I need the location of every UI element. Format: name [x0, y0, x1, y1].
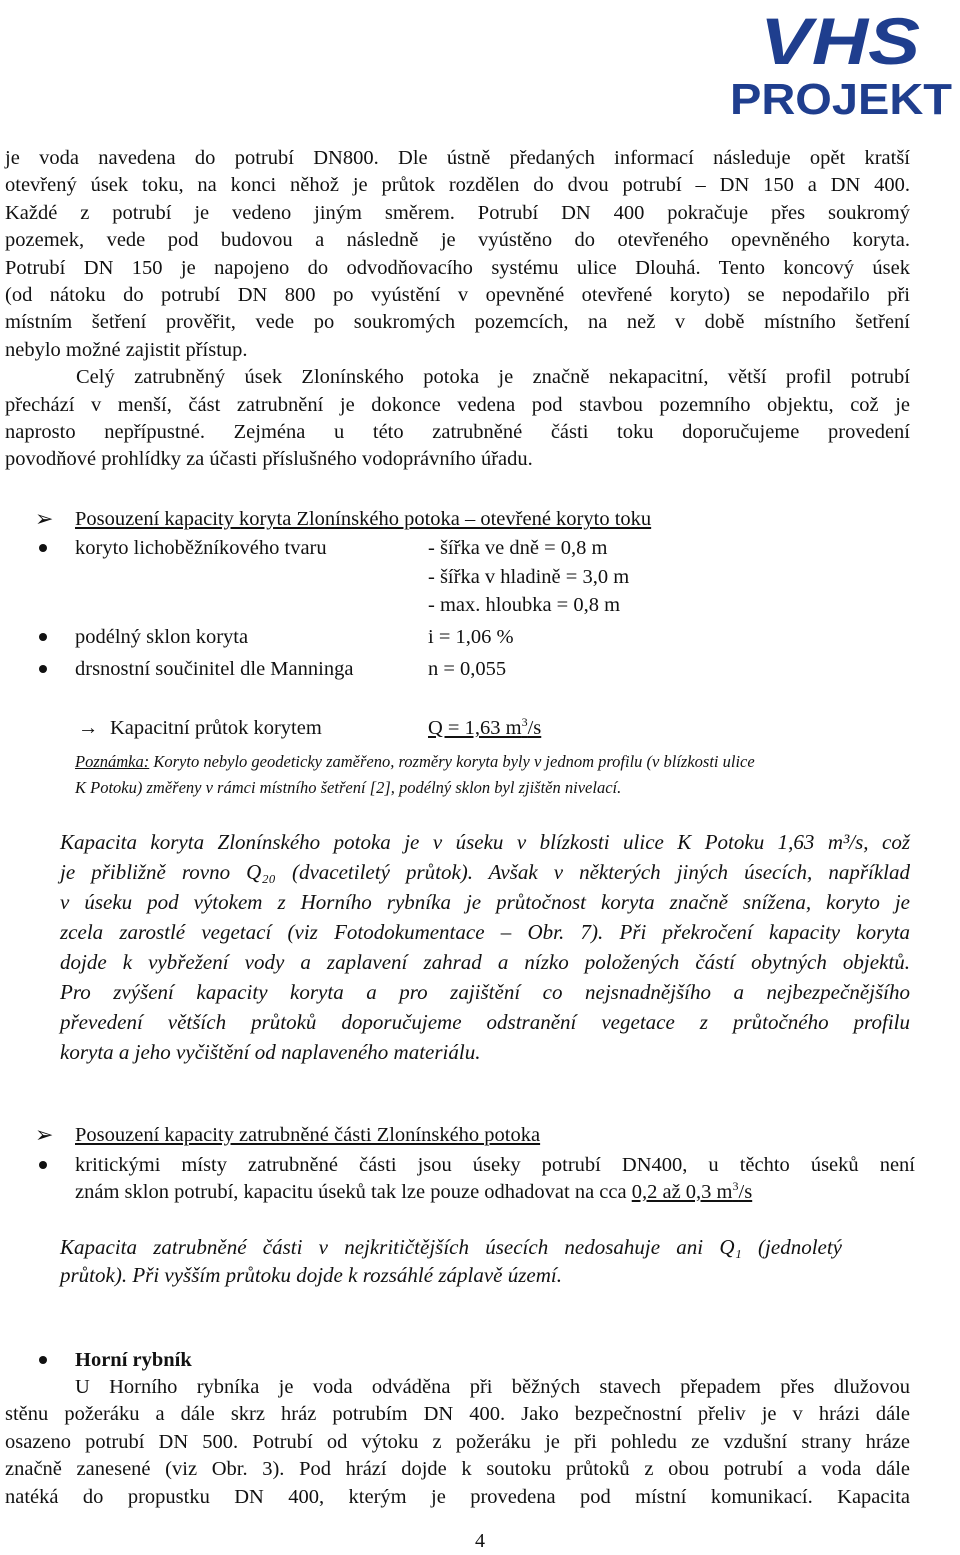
text-line: průtok). Při vyšším průtoku dojde k rozsáhlé záplavě území. — [60, 1263, 562, 1287]
piped-conclusion — [60, 1233, 910, 1289]
text-line: natéká do propustku DN 400, kterým je provedena pod místní komunikací. Kapacita — [5, 1485, 910, 1508]
text-line: převedení větších průtoků doporučujeme odstranění vegetace z průtočného profilu — [60, 1010, 910, 1034]
item-text: kritickými místy zatrubněné části jsou úseky potrubí DN400, u těchto úseků není — [75, 1154, 915, 1176]
text-line: Kapacita zatrubněné části v nejkritičtějších úsecích nedosahuje ani Q₁ (jednoletý — [60, 1235, 842, 1259]
item-text — [75, 1178, 752, 1206]
text-line: je voda navedena do potrubí DN800. Dle ústně předaných informací následuje opět kratší — [5, 147, 910, 169]
upper-pond-text — [5, 1374, 910, 1511]
text-line: nebylo možné zajistit přístup. — [5, 338, 248, 361]
item-value: i = 1,06 % — [428, 626, 514, 648]
note-label: Poznámka: — [75, 752, 150, 771]
text-line: povodňové prohlídky za účasti příslušného vodoprávního úřadu. — [5, 448, 533, 471]
item-value: - šířka v hladině = 3,0 m — [428, 566, 630, 588]
result-value-text: Q = 1,63 m — [428, 717, 522, 739]
page-number: 4 — [475, 1530, 485, 1552]
text-line: naprosto nepřípustné. Zejména u této zatrubněné části toku doporučujeme provedení — [5, 421, 910, 444]
bullet-icon — [39, 633, 47, 641]
text-line: Celý zatrubněný úsek Zlonínského potoka je značně nekapacitní, větší profil potrubí — [76, 366, 910, 389]
open-channel-conclusion — [60, 827, 910, 1067]
item-label: koryto lichoběžníkového tvaru — [75, 537, 327, 559]
text-line: U Horního rybníka je voda odváděna při běžných stavech přepadem přes dlužovou — [75, 1376, 910, 1398]
vhs-projekt-logo — [728, 4, 954, 118]
text-line: Potrubí DN 150 je napojeno do odvodňovacího systému ulice Dlouhá. Tento koncový úsek — [5, 256, 910, 279]
intro-paragraph-2 — [5, 364, 910, 474]
item-value: n = 0,055 — [428, 658, 507, 680]
text-line: otevřený úsek toku, na konci něhož je průtok rozdělen do dvou potrubí – DN 150 a DN 400. — [5, 174, 910, 197]
result-label: Kapacitní průtok korytem — [110, 717, 322, 739]
result-value — [428, 714, 541, 742]
text-line: v úseku pod výtokem z Horního rybníka je průtočnost koryta značně snížena, koryto je — [60, 890, 910, 914]
result-value-sup: 3 — [521, 715, 528, 730]
text-line: Kapacita koryta Zlonínského potoka je v úseku v blízkosti ulice K Potoku 1,63 m³/s, což — [60, 830, 910, 854]
bullet-icon — [39, 544, 47, 552]
text-line: dojde k vybřežení vody a zaplavení zahrad a nízko položených částí obytných objektů. — [60, 950, 910, 974]
intro-paragraph-1 — [5, 145, 910, 364]
arrow-bullet-icon: ➢ — [35, 506, 54, 531]
text-line: (od nátoku do potrubí DN 800 po vyústění v opevněné otevřené koryto) se nepodařilo při — [5, 284, 910, 307]
bullet-icon — [39, 665, 47, 673]
section-heading-text: Horní rybník — [75, 1349, 192, 1371]
text-line: místním šetření prověřit, vede po soukromých pozemcích, na než v době místního šetření — [5, 311, 910, 334]
arrow-bullet-icon: ➢ — [35, 1122, 54, 1147]
right-arrow-icon: → — [78, 717, 99, 739]
result-value-unit: /s — [527, 717, 542, 739]
text-line: pozemek, vede pod budovou a následně je vyústěno do otevřeného opevněného koryta. — [5, 229, 910, 252]
text-line: zcela zarostlé vegetací (viz Fotodokumentace – Obr. 7). Při překročení kapacity koryta — [60, 920, 910, 944]
text-line: koryta a jeho vyčištění od naplaveného materiálu. — [60, 1040, 481, 1064]
section-heading-text: Posouzení kapacity zatrubněné části Zlonínského potoka — [75, 1124, 541, 1146]
item-label: drsnostní součinitel dle Manninga — [75, 658, 354, 680]
text-line: osazeno potrubí DN 500. Potrubí od výtoku z požeráku je při pohledu ze vzdušní strany hráze — [5, 1430, 910, 1453]
text-line: stěnu požeráku a dále skrz hráz potrubím DN 400. Jako bezpečnostní přeliv je v hrázi dále — [5, 1403, 910, 1426]
note-text: K Potoku) změřeny v rámci místního šetření [2], podélný sklon byl zjištěn nivelací. — [75, 777, 622, 797]
capacity-estimate-unit: /s — [738, 1181, 753, 1203]
section-heading-text: Posouzení kapacity koryta Zlonínského potoka – otevřené koryto toku — [75, 508, 652, 530]
item-value: - max. hloubka = 0,8 m — [428, 594, 621, 616]
item-value: - šířka ve dně = 0,8 m — [428, 537, 608, 559]
capacity-estimate — [632, 1181, 752, 1203]
capacity-estimate-value: 0,2 až 0,3 m — [631, 1181, 733, 1203]
capacity-estimate-sup: 3 — [732, 1179, 739, 1194]
note — [75, 749, 910, 800]
text-line: Každé z potrubí je vedeno jiným směrem. Potrubí DN 400 pokračuje přes soukromý — [5, 201, 910, 224]
bullet-icon — [39, 1161, 47, 1169]
intro-text — [5, 145, 910, 474]
text-line: je přibližně rovno Q₂₀ (dvacetiletý průtok). Avšak v některých jiných úsecích, například — [60, 860, 910, 884]
text-line: přechází v menší, část zatrubnění je dokonce vedena pod stavbou pozemního objektu, což je — [5, 393, 910, 416]
logo-text-projekt: PROJEKT — [730, 75, 953, 118]
item-label: podélný sklon koryta — [75, 626, 249, 648]
item-text-part: znám sklon potrubí, kapacitu úseků tak lze pouze odhadovat na cca — [75, 1181, 632, 1203]
logo-text-vhs: VHS — [760, 4, 920, 78]
text-line: značně zanesené (viz Obr. 3). Pod hrází dojde k soutoku průtoků z obou potrubí a voda dále — [5, 1458, 910, 1481]
bullet-icon — [39, 1356, 47, 1364]
note-text: Koryto nebylo geodeticky zaměřeno, rozměry koryta byly v jednom profilu (v blízkosti ulice — [149, 752, 755, 771]
text-line: Pro zvýšení kapacity koryta a pro zajištění co nejsnadnějšího a nejbezpečnějšího — [60, 980, 910, 1004]
